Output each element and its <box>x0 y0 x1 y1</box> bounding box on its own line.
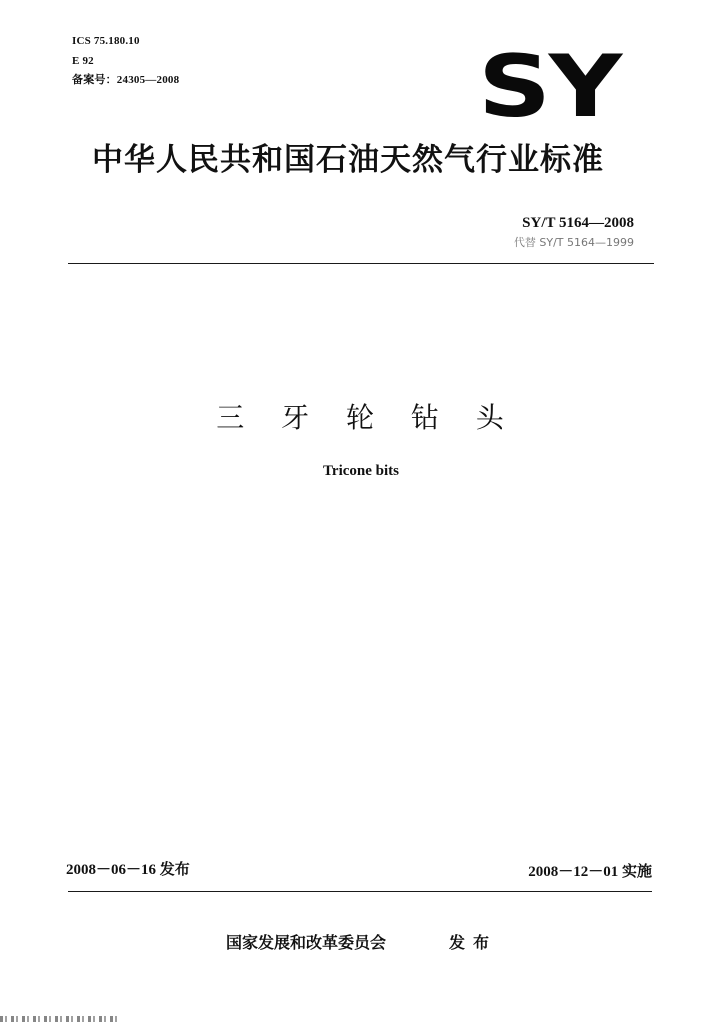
top-divider <box>68 263 654 264</box>
bottom-divider <box>68 891 652 892</box>
issue-date: 2008－06－16 发布 <box>66 862 190 878</box>
effective-date: 2008－12－01 实施 <box>528 864 652 880</box>
publisher-name: 国家发展和改革委员会 <box>226 933 387 952</box>
english-document-title: Tricone bits <box>323 463 399 479</box>
industry-standard-title: 中华人民共和国石油天然气行业标准 <box>92 142 604 178</box>
ics-code: ICS 75.180.10 <box>72 35 140 47</box>
replaces-standard: 代替 SY/T 5164—1999 <box>513 236 634 249</box>
standard-code: SY/T 5164—2008 <box>522 215 634 231</box>
scan-artifact <box>0 1016 120 1022</box>
chinese-document-title: 三 牙 轮 钻 头 <box>216 401 518 434</box>
publish-label: 发布 <box>449 933 498 952</box>
classification-code: E 92 <box>72 55 94 67</box>
sy-logo: SY <box>478 37 620 137</box>
filing-number: 备案号：24305—2008 <box>72 74 180 86</box>
